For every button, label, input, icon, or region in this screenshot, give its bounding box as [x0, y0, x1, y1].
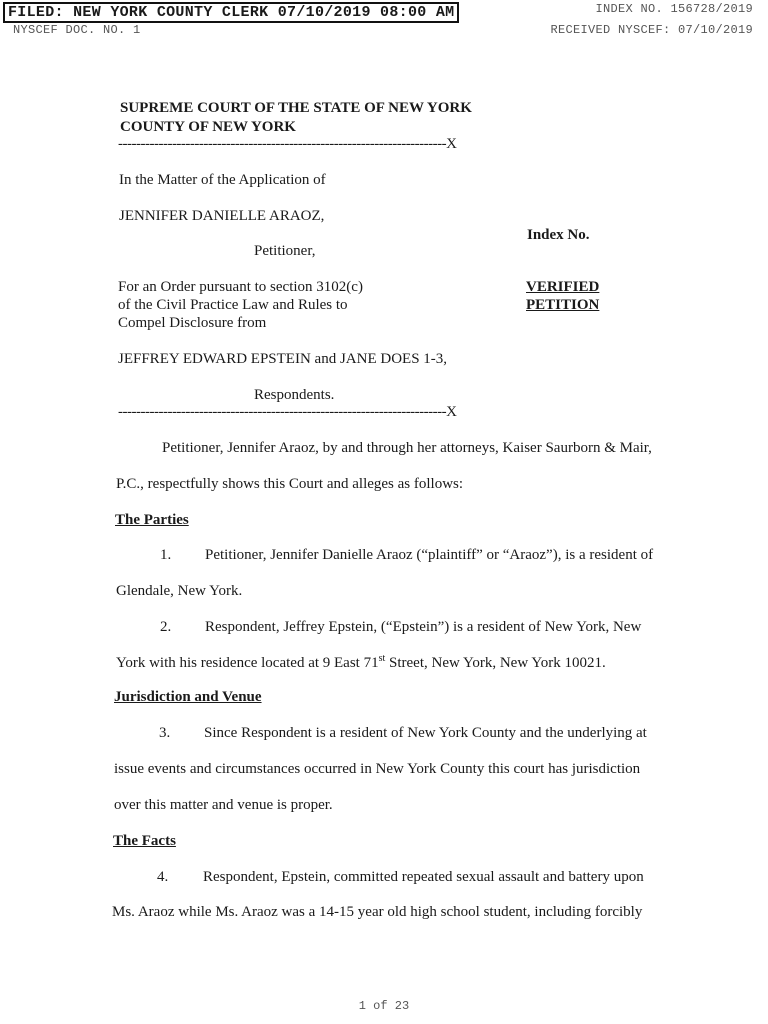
- paragraph-number: 1.: [160, 547, 172, 563]
- doc-type-petition: PETITION: [526, 297, 600, 313]
- paragraph-3-line-2: issue events and circumstances occurred in New York County this court has jurisdiction: [114, 761, 641, 777]
- ordinal-superscript: st: [378, 653, 386, 664]
- heading-jurisdiction-and-venue: Jurisdiction and Venue: [114, 689, 262, 705]
- nyscef-doc-number: NYSCEF DOC. NO. 1: [13, 23, 141, 37]
- paragraph-4-line-2: Ms. Araoz while Ms. Araoz was a 14-15 year old high school student, including forcibly: [112, 904, 643, 920]
- index-number: INDEX NO. 156728/2019: [595, 2, 753, 16]
- petitioner-role: Petitioner,: [254, 243, 316, 259]
- order-line-3: Compel Disclosure from: [118, 315, 267, 331]
- court-name: SUPREME COURT OF THE STATE OF NEW YORK: [120, 100, 472, 116]
- paragraph-1-line-2: Glendale, New York.: [116, 583, 243, 599]
- order-line-2: of the Civil Practice Law and Rules to: [118, 297, 348, 313]
- index-no-label: Index No.: [527, 227, 590, 243]
- paragraph-number: 3.: [159, 725, 171, 741]
- intro-line-1: Petitioner, Jennifer Araoz, by and through her attorneys, Kaiser Saurborn & Mair,: [162, 440, 652, 456]
- address-text: York with his residence located at 9 East 71: [116, 655, 379, 671]
- paragraph-number: 4.: [157, 869, 169, 885]
- county-name: COUNTY OF NEW YORK: [120, 119, 296, 135]
- paragraph-4-line-1: Respondent, Epstein, committed repeated sexual assault and battery upon: [203, 869, 644, 885]
- paragraph-3-line-3: over this matter and venue is proper.: [114, 797, 333, 813]
- caption-separator-bottom: -------------------------------------------------------------------------X: [118, 404, 457, 420]
- page-number: 1 of 23: [358, 999, 410, 1013]
- order-line-1: For an Order pursuant to section 3102(c): [118, 279, 363, 295]
- heading-the-facts: The Facts: [113, 833, 176, 849]
- paragraph-3-line-1: Since Respondent is a resident of New York County and the underlying at: [204, 725, 647, 741]
- caption-separator-top: -------------------------------------------------------------------------X: [118, 136, 457, 152]
- matter-line: In the Matter of the Application of: [119, 172, 326, 188]
- respondents-names: JEFFREY EDWARD EPSTEIN and JANE DOES 1-3,: [118, 351, 448, 367]
- heading-the-parties: The Parties: [115, 512, 189, 528]
- paragraph-2-line-1: Respondent, Jeffrey Epstein, (“Epstein”) is a resident of New York, New: [205, 619, 642, 635]
- paragraph-2-line-2: [116, 655, 606, 672]
- address-text-end: Street, New York, New York 10021.: [385, 655, 606, 671]
- filed-stamp: FILED: NEW YORK COUNTY CLERK 07/10/2019 08:00 AM: [3, 2, 459, 23]
- received-date: RECEIVED NYSCEF: 07/10/2019: [550, 23, 753, 37]
- paragraph-1-line-1: Petitioner, Jennifer Danielle Araoz (“plaintiff” or “Araoz”), is a resident of: [205, 547, 654, 563]
- respondents-role: Respondents.: [254, 387, 335, 403]
- intro-line-2: P.C., respectfully shows this Court and alleges as follows:: [116, 476, 464, 492]
- doc-type-verified: VERIFIED: [526, 279, 600, 295]
- paragraph-number: 2.: [160, 619, 172, 635]
- petitioner-name: JENNIFER DANIELLE ARAOZ,: [119, 208, 325, 224]
